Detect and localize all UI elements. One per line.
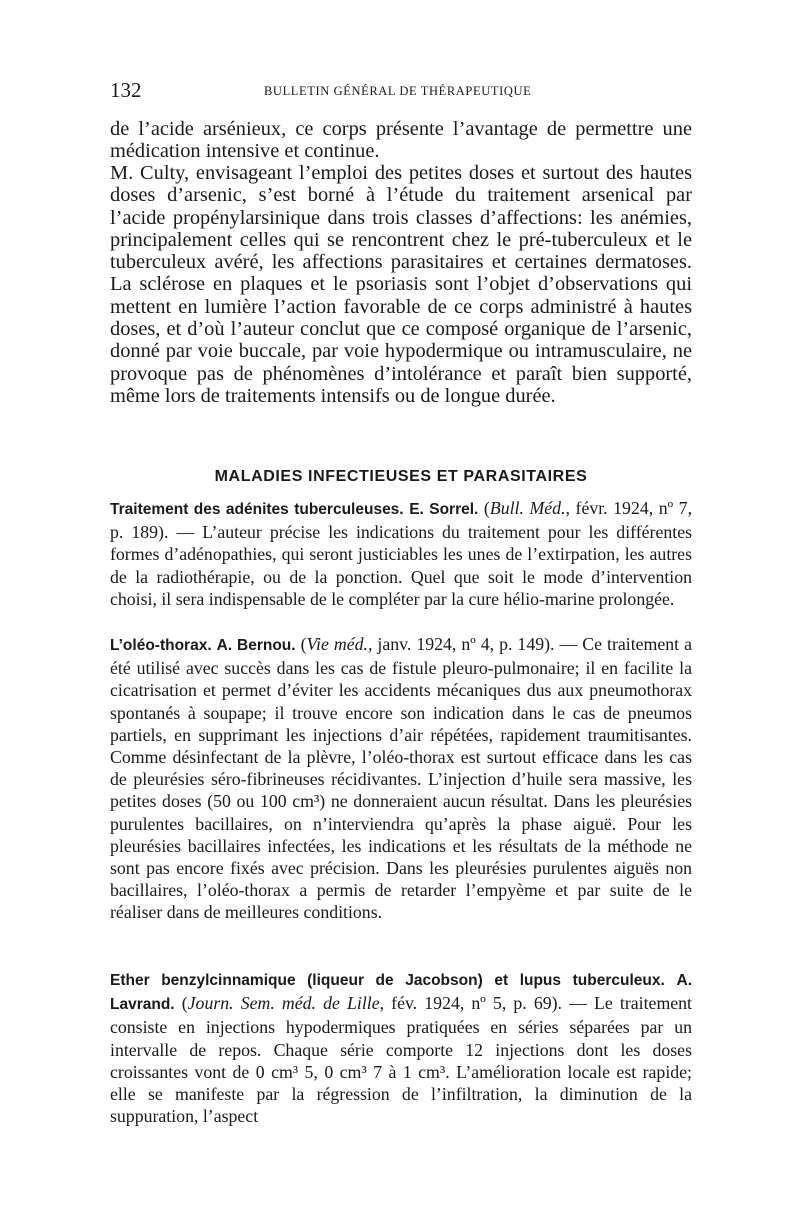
entry-journal: Journ. Sem. méd. de Lille, [187, 993, 385, 1014]
section-title: MALADIES INFECTIEUSES ET PARASITAIRES [214, 468, 588, 485]
abstract-entry: L’oléo-thorax. A. Bernou. (Vie méd., janv. 1924, nº 4, p. 149). — Ce traitement a été utilisé avec succès dans les cas de fistule pleuro-pulmonaire; il en facilite la cicatrisation et permet d’éviter les accidents mécaniques dus aux pneumothorax spontanés à soupape; il trouve encore son indication dans le cas de pneumos partiels, en supprimant les injections d’air répétées, rapidement traumitisantes. Comme désinfectant de la plèvre, l’oléo-thorax est surtout efficace dans les cas de pleurésies séro-fibrineuses récidivantes. L’injection d’huile sera massive, les petites doses (50 ou 100 cm³) ne donneraient aucun résultat. Dans les pleurésies purulentes bacillaires, on n’interviendra qu’après la phase aiguë. Pour les pleurésies bacillaires infectées, les indications et les résultats de la méthode ne sont pas encore fixés avec précision. Dans les pleurésies purulentes aiguës non bacillaires, l’oléo-thorax a permis de retarder l’empyème et par suite de le réaliser dans de meilleures conditions. [110, 634, 693, 923]
entry-author: A. Lavrand. [110, 972, 692, 1014]
page-number: 132 [110, 78, 142, 102]
entry-author: A. Bernou. [216, 637, 296, 654]
running-title: BULLETIN GÉNÉRAL DE THÉRAPEUTIQUE [264, 84, 532, 98]
paragraph-culty: M. Culty, envisageant l’emploi des petites doses et surtout des hautes doses d’arsenic, s’est borné à l’étude du traitement arsenical par l’acide propénylarsinique dans trois classes d’affections: les anémies, principalement celles qui se rencontrent chez le pré-tuberculeux et le tuberculeux avéré, les affections parasitaires et certaines dermatoses. La sclérose en plaques et le psoriasis sont l’objet d’observations qui mettent en lumière l’action favorable de ce corps administré à hautes doses, et d’où l’auteur conclut que ce composé organique de l’arsenic, donné par voie buccale, par voie hypodermique ou intramusculaire, ne provoque pas de phénomènes d’intolérance et paraît bien supporté, même lors de traitements intensifs ou de longue durée. [110, 162, 692, 407]
entry-text: — L’auteur précise les indications du traitement pour les différentes formes d’adénopathies, qui seront justiciables les unes de l’extirpation, les autres de la radiothérapie, ou de la ponction. Quel que soit le mode d’intervention choisi, il sera indispensable de le compléter par la cure hélio-marine prolongée. [110, 522, 693, 609]
entry-citation: janv. 1924, nº 4, p. 149). [377, 634, 555, 654]
page-header [110, 78, 692, 102]
abstract-entry: Traitement des adénites tuberculeuses. E. Sorrel. (Bull. Méd., févr. 1924, nº 7, p. 189). — L’auteur précise les indications du traitement pour les différentes formes d’adénopathies, qui seront justiciables les unes de l’extirpation, les autres de la radiothérapie, ou de la ponction. Quel que soit le mode d’intervention choisi, il sera indispensable de le compléter par la cure hélio-marine prolongée. [110, 498, 693, 609]
entry-citation: févr. 1924, nº 7, p. 189). [110, 498, 693, 543]
entry-journal: Vie méd., [306, 634, 373, 654]
entry-title: Traitement des adénites tuberculeuses. [110, 501, 404, 518]
paragraph-continuation: de l’acide arsénieux, ce corps présente l’avantage de permettre une médication intensive et continue. [110, 118, 692, 163]
abstract-entry: Ether benzylcinnamique (liqueur de Jacobson) et lupus tuberculeux. A. Lavrand. (Journ. Sem. méd. de Lille, fév. 1924, nº 5, p. 69). — Le traitement consiste en injections hypodermiques pratiquées en séries séparées par un intervalle de repos. Chaque série comporte 12 injections dont les doses croissantes vont de 0 cm³ 5, 0 cm³ 7 à 1 cm³. L’amélioration locale est rapide; elle se manifeste par la régression de l’infiltration, la diminution de la suppuration, l’aspect [110, 972, 692, 1127]
entry-title: Ether benzylcinnamique (liqueur de Jacobson) et lupus tuberculeux. [110, 972, 665, 989]
entry-journal: Bull. Méd., [489, 498, 570, 518]
entry-text: — Le traitement consiste en injections hypodermiques pratiquées en séries séparées par un intervalle de repos. Chaque série comporte 12 injections dont les doses croissantes vont de 0 cm³ 5, 0 cm³ 7 à 1 cm³. L’amélioration locale est rapide; elle se manifeste par la régression de l’infiltration, la diminution de la suppuration, l’aspect [110, 993, 692, 1127]
entry-text: — Ce traitement a été utilisé avec succès dans les cas de fistule pleuro-pulmonaire; il en facilite la cicatrisation et permet d’éviter les accidents mécaniques dus aux pneumothorax spontanés à soupape; il trouve encore son indication dans le cas de pneumos partiels, en supprimant les injections d’air répétées, rapidement traumitisantes. Comme désinfectant de la plèvre, l’oléo-thorax est surtout efficace dans les cas de pleurésies séro-fibrineuses récidivantes. L’injection d’huile sera massive, les petites doses (50 ou 100 cm³) ne donneraient aucun résultat. Dans les pleurésies purulentes bacillaires, on n’interviendra qu’après la phase aiguë. Pour les pleurésies bacillaires infectées, les indications et les résultats de la méthode ne sont pas encore fixés avec précision. Dans les pleurésies purulentes aiguës non bacillaires, l’oléo-thorax a permis de retarder l’empyème et par suite de le réaliser dans de meilleures conditions. [110, 634, 693, 923]
entry-citation: fév. 1924, nº 5, p. 69). [391, 993, 563, 1014]
entry-author: E. Sorrel. [409, 501, 479, 518]
entry-title: L’oléo-thorax. [110, 637, 212, 654]
